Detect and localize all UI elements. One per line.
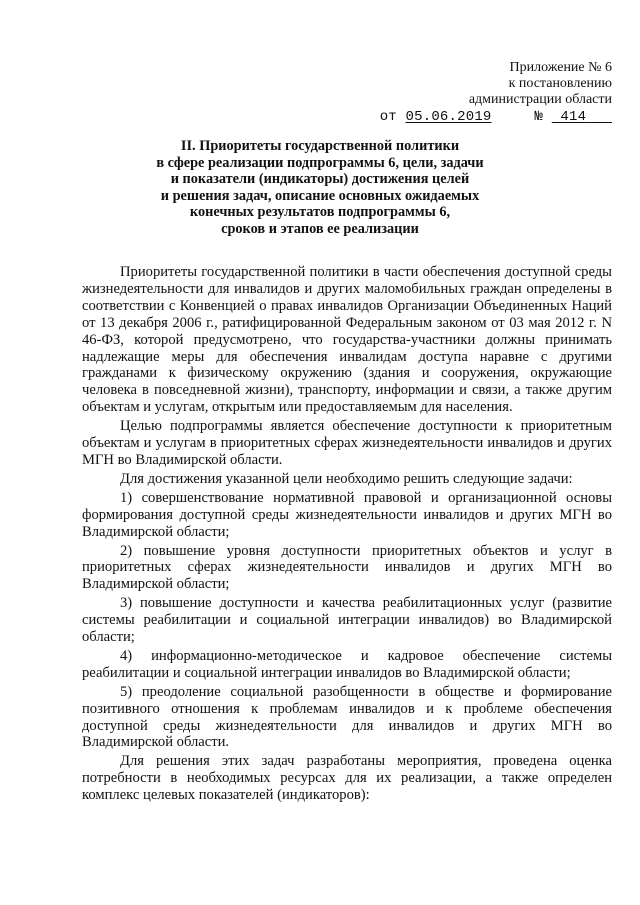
title-line: и показатели (индикаторы) достижения целей bbox=[170, 171, 470, 188]
paragraph-task-3: 3) повышение доступности и качества реабилитационных услуг (развитие системы реабилитации и социальной интеграции инвалидов) во Владимирской области; bbox=[82, 595, 612, 646]
appendix-header bbox=[380, 60, 612, 125]
title-line: и решения задач, описание основных ожидаемых bbox=[160, 187, 480, 204]
title-line: конечных результатов подпрограммы 6, bbox=[189, 204, 451, 221]
paragraph-task-4: 4) информационно-методическое и кадровое обеспечение системы реабилитации и социальной интеграции инвалидов во Владимирской области; bbox=[82, 647, 612, 681]
paragraph-task-2: 2) повышение уровня доступности приоритетных объектов и услуг в приоритетных сферах жизнедеятельности инвалидов и других МГН во Владимирской области; bbox=[82, 542, 612, 593]
paragraph-goal: Целью подпрограммы является обеспечение доступности к приоритетным объектам и услугам в приоритетных сферах жизнедеятельности инвалидов и других МГН во Владимирской области. bbox=[82, 418, 612, 468]
title-line: сроков и этапов ее реализации bbox=[221, 220, 419, 237]
paragraph-priorities: Приоритеты государственной политики в части обеспечения доступной среды жизнедеятельности для инвалидов и других маломобильных граждан определены в соответствии с Конвенцией о правах инвалидов Организации Объединенных Наций от 13 декабря 2006 г., ратифицированной Федеральным законом от 03 мая 2012 г. N 46-ФЗ, которой предусмотрено, что государства-участники должны принимать надлежащие меры для обеспечения инвалидам доступа наравне с другими гражданами к физическому окружению (здания и сооружения, окружающие человека в повседневной жизни), транспорту, информации и связи, а также другим объектам и услугам, открытым или предоставляемым для населения. bbox=[82, 264, 612, 416]
body-text bbox=[82, 264, 612, 804]
paragraph-task-1: 1) совершенствование нормативной правовой и организационной основы формирования доступной среды жизнедеятельности инвалидов и других МГН во Владимирской области; bbox=[82, 489, 612, 540]
title-line: в сфере реализации подпрограммы 6, цели, задачи bbox=[156, 154, 484, 171]
paragraph-tasks-intro: Для достижения указанной цели необходимо решить следующие задачи: bbox=[120, 470, 573, 487]
date-prefix: от bbox=[379, 109, 397, 125]
appendix-reference: к постановлению bbox=[508, 76, 612, 91]
number-prefix: № bbox=[534, 109, 544, 125]
appendix-authority: администрации области bbox=[468, 92, 612, 107]
paragraph-task-5: 5) преодоление социальной разобщенности в обществе и формирование позитивного отношения к проблемам инвалидов и к проблеме обеспечения доступной среды жизнедеятельности для инвалидов и других МГН во Владимирской области. bbox=[82, 683, 612, 751]
resolution-number: 414 bbox=[560, 109, 587, 125]
title-line: II. Приоритеты государственной политики bbox=[180, 138, 460, 154]
appendix-number: Приложение № 6 bbox=[509, 60, 612, 75]
resolution-date-line bbox=[380, 109, 612, 125]
paragraph-measures: Для решения этих задач разработаны мероприятия, проведена оценка потребности в необходимых ресурсах для их реализации, а также определен комплекс целевых показателей (индикаторов): bbox=[82, 753, 612, 804]
resolution-date: 05.06.2019 bbox=[405, 109, 492, 125]
section-title bbox=[0, 138, 640, 238]
